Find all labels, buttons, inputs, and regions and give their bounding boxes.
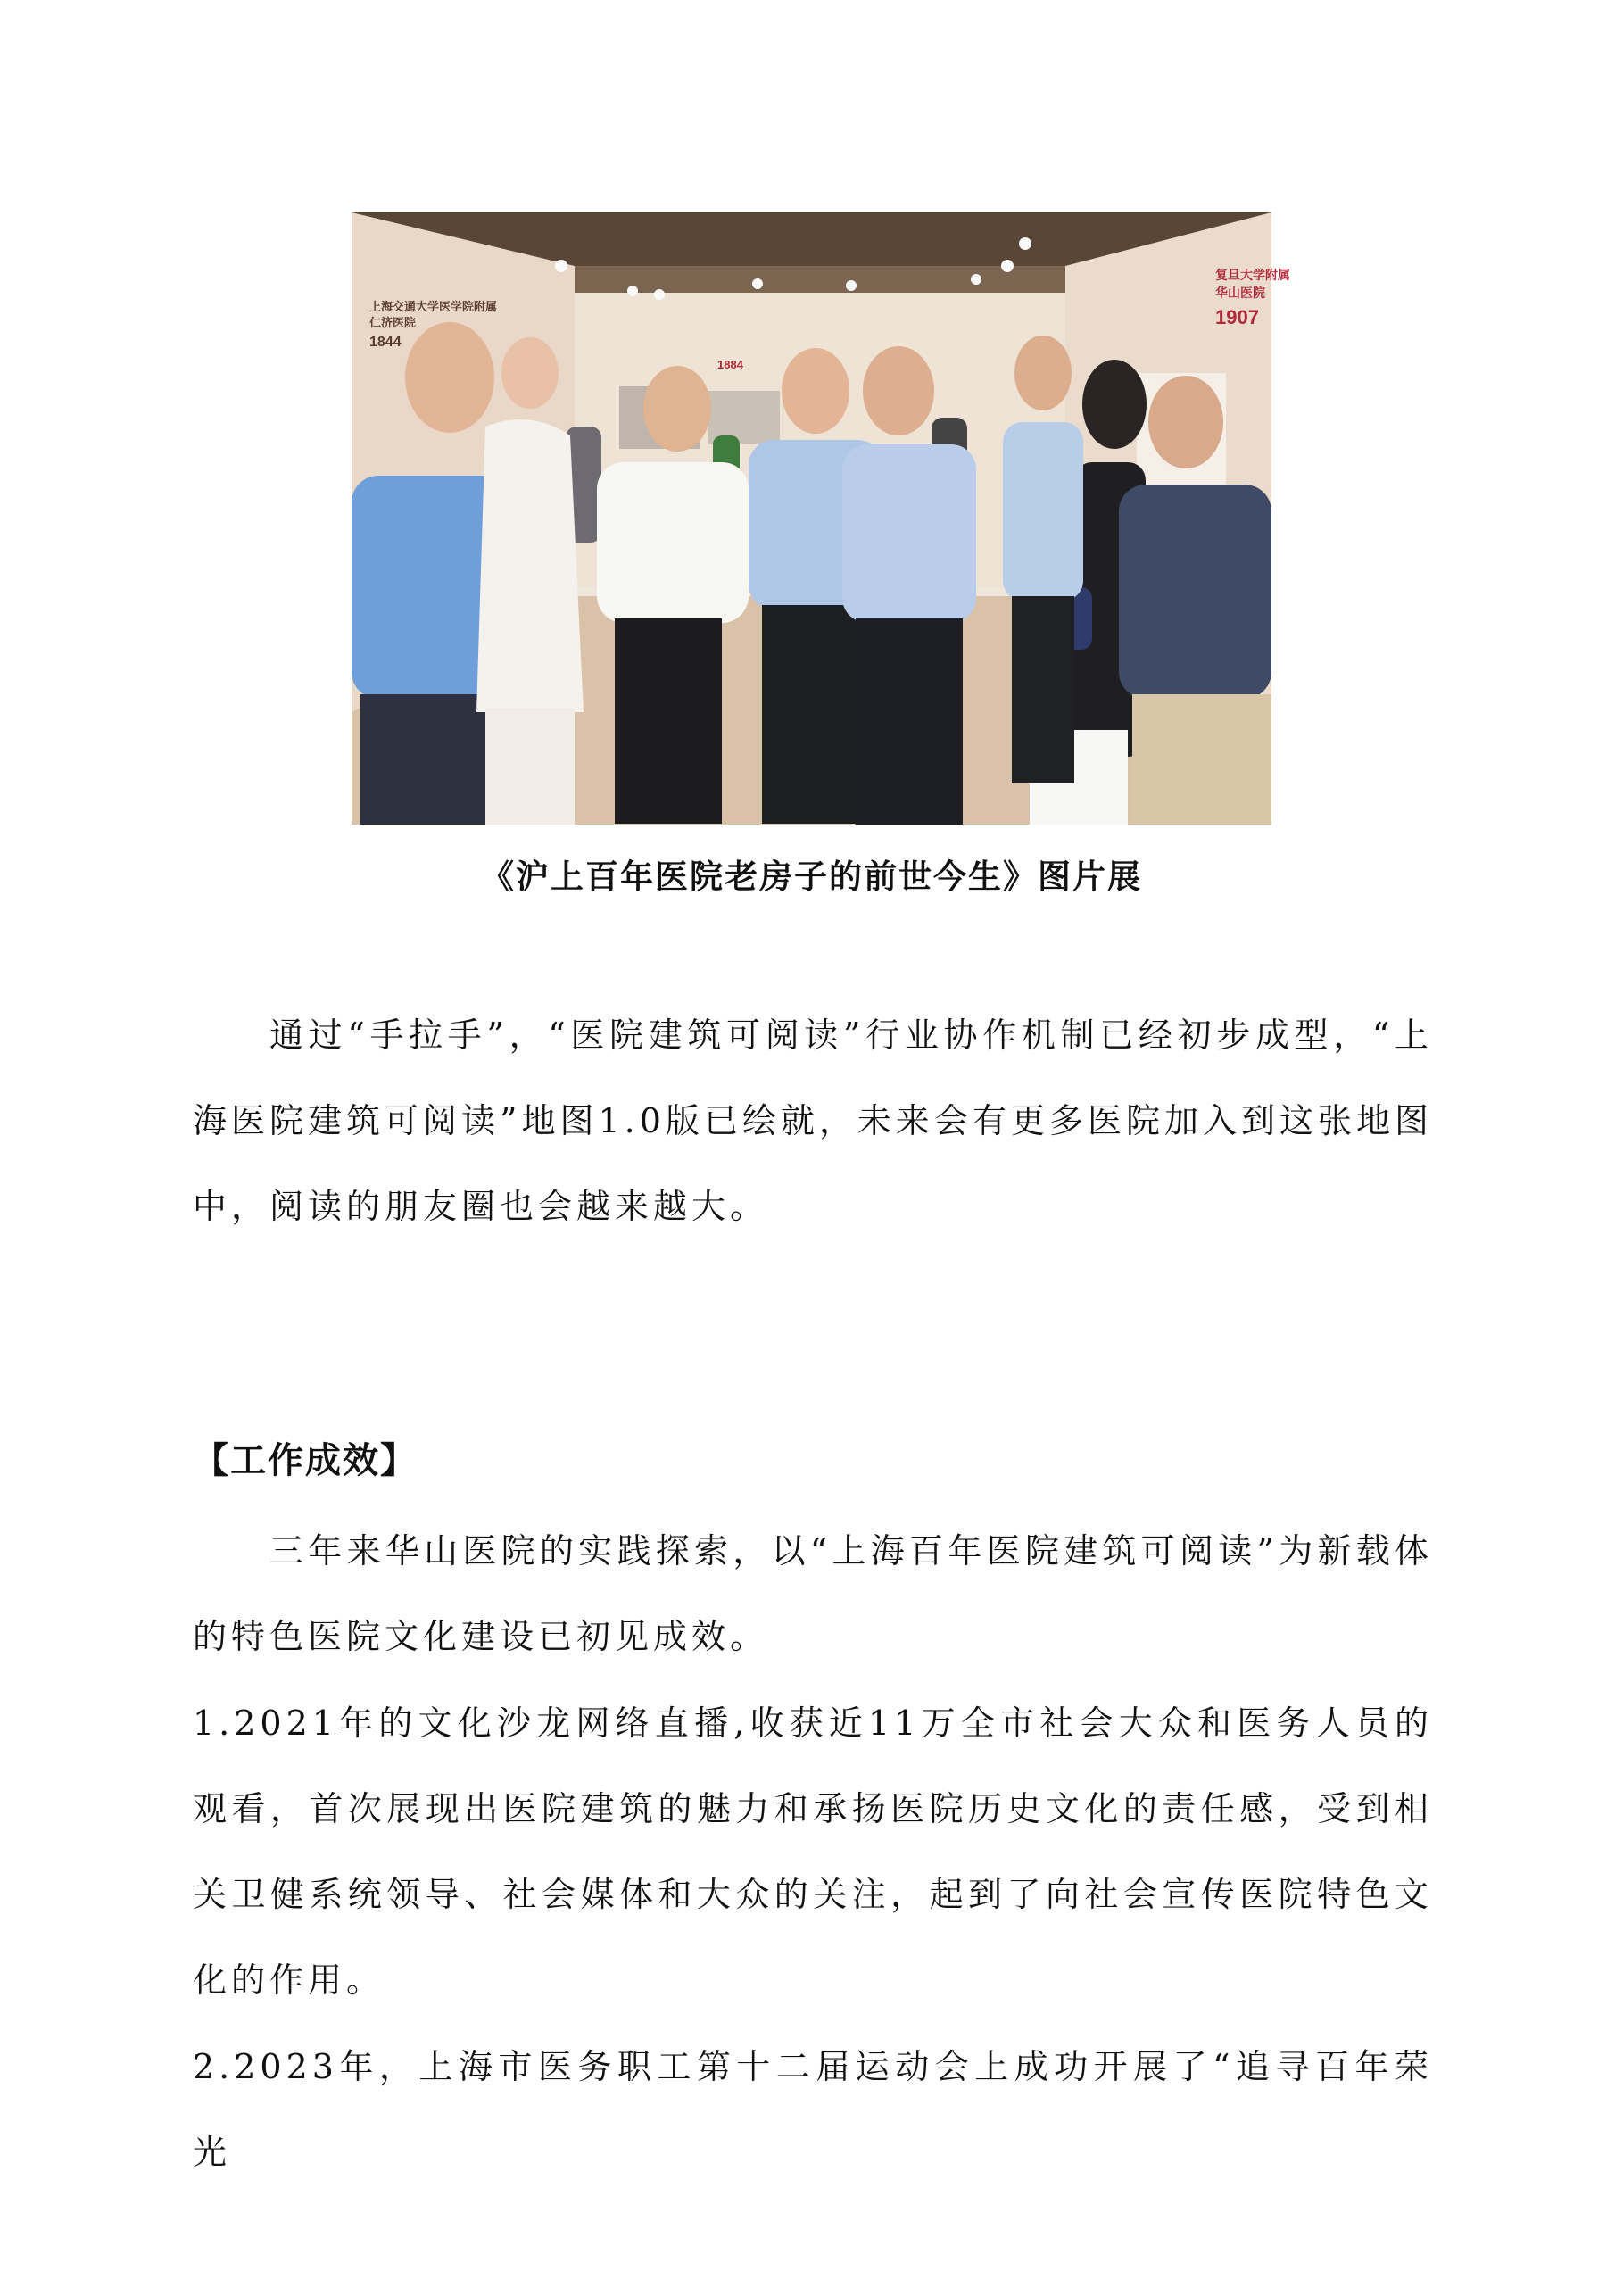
wall-label-left-line1: 上海交通大学医学院附属 (369, 300, 498, 313)
paragraph-collaboration: 通过“手拉手”，“医院建筑可阅读”行业协作机制已经初步成型，“上海医院建筑可阅读”地图1.0版已绘就，未来会有更多医院加入到这张地图中，阅读的朋友圈也会越来越大。 (193, 1015, 1433, 1226)
wall-label-right-year: 1907 (1215, 306, 1259, 328)
wall-label-right-line2: 华山医院 (1215, 286, 1265, 300)
section-heading: 【工作成效】 (193, 1439, 418, 1481)
wall-label-left-line2: 仁济医院 (369, 316, 417, 329)
list-item-1: 1.2021年的文化沙龙网络直播,收获近11万全市社会大众和医务人员的观看，首次展现出医院建筑的魅力和承扬医院历史文化的责任感，受到相关卫健系统领导、社会媒体和大众的关注，起到了向社会宣传医院特色文化的作用。 (193, 1703, 1433, 2000)
wall-label-left-year: 1844 (369, 335, 402, 350)
list-item-2: 2.2023年，上海市医务职工第十二届运动会上成功开展了“追寻百年荣光 (193, 2047, 1433, 2172)
wall-label-right-line1: 复旦大学附属 (1215, 268, 1290, 282)
wall-label-center-year: 1884 (717, 358, 743, 371)
figure-caption: 《沪上百年医院老房子的前世今生》图片展 (481, 857, 1142, 896)
exhibition-photo (352, 212, 1290, 825)
section-intro: 三年来华山医院的实践探索，以“上海百年医院建筑可阅读”为新载体的特色医院文化建设已初见成效。 (193, 1531, 1433, 1656)
